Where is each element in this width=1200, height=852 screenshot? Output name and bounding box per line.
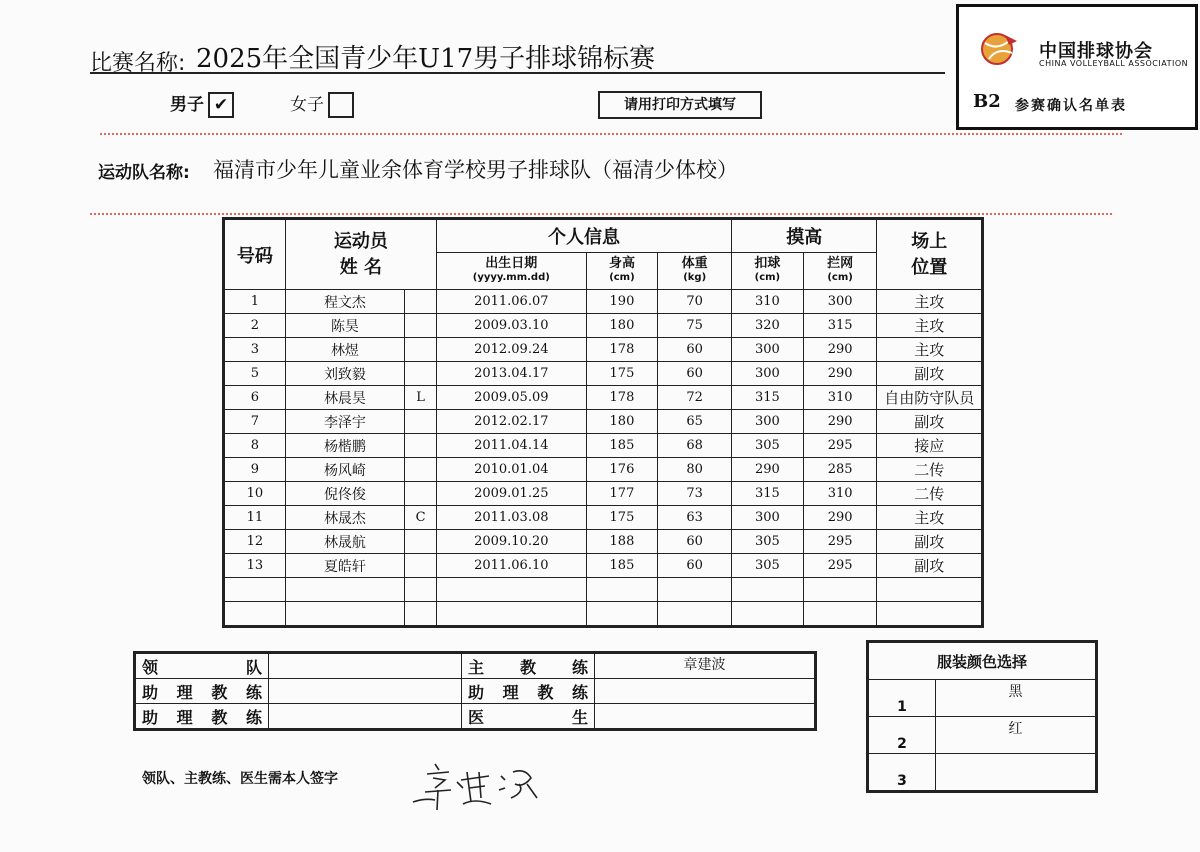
player-name: 林煜 — [285, 338, 404, 362]
label-char: 主 — [468, 657, 485, 677]
player-mark: L — [405, 386, 437, 410]
player-position: 副攻 — [877, 362, 983, 386]
player-number: 6 — [224, 386, 286, 410]
table-row — [224, 290, 983, 314]
player-birth: 2010.01.04 — [437, 458, 587, 482]
competition-label: 比赛名称: — [90, 51, 186, 76]
header-position — [877, 219, 983, 290]
player-mark-empty[interactable] — [405, 578, 437, 602]
male-label: 男子 — [170, 95, 204, 115]
player-height: 185 — [586, 554, 658, 578]
header-weight-label: 体重 — [681, 256, 708, 271]
player-name-empty[interactable] — [285, 578, 404, 602]
player-block-empty[interactable] — [803, 602, 877, 627]
uniform-number: 2 — [868, 717, 936, 754]
player-block: 290 — [803, 362, 877, 386]
header-position-line2: 位置 — [911, 256, 948, 278]
player-block-empty[interactable] — [803, 578, 877, 602]
male-option[interactable] — [170, 90, 234, 118]
uniform-row — [868, 754, 1097, 792]
player-spike: 300 — [732, 362, 804, 386]
uniform-color-table — [866, 640, 1098, 793]
player-name-empty[interactable] — [285, 602, 404, 627]
player-height: 177 — [586, 482, 658, 506]
org-name-cn: 中国排球协会 — [1039, 41, 1153, 62]
table-row — [224, 314, 983, 338]
player-block: 300 — [803, 290, 877, 314]
competition-name: 2025年全国青少年U17男子排球锦标赛 — [196, 44, 656, 74]
label-char: 教 — [211, 707, 228, 727]
player-spike: 315 — [732, 482, 804, 506]
header-height-label: 身高 — [608, 256, 635, 271]
table-row — [224, 434, 983, 458]
table-row-empty — [224, 602, 983, 627]
header-athlete — [285, 219, 436, 290]
player-mark — [405, 530, 437, 554]
player-weight: 72 — [658, 386, 732, 410]
player-number: 7 — [224, 410, 286, 434]
label-char: 练 — [571, 657, 588, 677]
player-height: 176 — [586, 458, 658, 482]
player-birth: 2009.03.10 — [437, 314, 587, 338]
player-block: 285 — [803, 458, 877, 482]
player-birth: 2012.09.24 — [437, 338, 587, 362]
header-block-label: 拦网 — [827, 256, 854, 271]
player-height: 175 — [586, 506, 658, 530]
table-row — [224, 362, 983, 386]
label-char: 领 — [142, 657, 159, 677]
player-position: 副攻 — [877, 554, 983, 578]
header-height-unit: (cm) — [609, 272, 635, 283]
player-number: 11 — [224, 506, 286, 530]
uniform-number: 1 — [868, 680, 936, 717]
player-block: 295 — [803, 530, 877, 554]
header-spike-label: 扣球 — [754, 256, 781, 271]
player-name: 倪佟俊 — [285, 482, 404, 506]
uniform-title: 服装颜色选择 — [868, 642, 1097, 680]
player-mark: C — [405, 506, 437, 530]
header-reach: 摸高 — [732, 219, 877, 253]
form-code: B2 — [973, 91, 1001, 112]
player-number: 3 — [224, 338, 286, 362]
player-height-empty[interactable] — [586, 602, 658, 627]
dotted-divider — [90, 213, 1112, 215]
table-row — [224, 338, 983, 362]
player-name: 林晟杰 — [285, 506, 404, 530]
player-weight: 75 — [658, 314, 732, 338]
assistant-coach-field[interactable] — [595, 679, 816, 704]
assistant-coach-label — [462, 679, 595, 704]
uniform-color[interactable] — [936, 754, 1097, 792]
header-birth-format: (yyyy.mm.dd) — [472, 272, 550, 283]
player-mark — [405, 410, 437, 434]
label-char: 医 — [468, 707, 485, 727]
player-birth: 2012.02.17 — [437, 410, 587, 434]
player-birth: 2011.06.07 — [437, 290, 587, 314]
player-spike: 305 — [732, 554, 804, 578]
roster-body — [224, 290, 983, 627]
player-spike: 300 — [732, 338, 804, 362]
form-title: 参赛确认名单表 — [1015, 98, 1127, 114]
player-weight: 60 — [658, 554, 732, 578]
player-mark — [405, 458, 437, 482]
player-block: 290 — [803, 410, 877, 434]
table-row — [224, 530, 983, 554]
player-height: 185 — [586, 434, 658, 458]
table-row — [224, 410, 983, 434]
player-position: 副攻 — [877, 530, 983, 554]
assistant-coach-label — [135, 704, 269, 730]
head-coach-label-chars — [468, 655, 588, 678]
player-position: 接应 — [877, 434, 983, 458]
player-weight: 80 — [658, 458, 732, 482]
player-height: 178 — [586, 386, 658, 410]
player-birth: 2011.03.08 — [437, 506, 587, 530]
player-block: 295 — [803, 434, 877, 458]
player-mark-empty[interactable] — [405, 602, 437, 627]
table-row — [224, 458, 983, 482]
label-char: 教 — [211, 682, 228, 702]
player-spike: 305 — [732, 434, 804, 458]
player-height: 178 — [586, 338, 658, 362]
player-mark — [405, 338, 437, 362]
player-spike: 310 — [732, 290, 804, 314]
player-weight: 73 — [658, 482, 732, 506]
player-birth: 2013.04.17 — [437, 362, 587, 386]
header-spike-unit: (cm) — [754, 272, 781, 283]
player-number: 13 — [224, 554, 286, 578]
player-name: 李泽宇 — [285, 410, 404, 434]
label-char: 理 — [176, 707, 193, 727]
player-number: 2 — [224, 314, 286, 338]
player-block: 290 — [803, 506, 877, 530]
player-birth: 2009.01.25 — [437, 482, 587, 506]
header-athlete-line1: 运动员 — [333, 230, 388, 252]
player-weight: 60 — [658, 530, 732, 554]
player-number: 5 — [224, 362, 286, 386]
label-char: 练 — [245, 682, 262, 702]
assistant-coach-field[interactable] — [269, 704, 462, 730]
header-weight-unit: (kg) — [683, 272, 707, 283]
header-personal-info: 个人信息 — [437, 219, 732, 253]
doctor-field[interactable] — [595, 704, 816, 730]
player-weight: 63 — [658, 506, 732, 530]
table-row — [224, 506, 983, 530]
table-row — [224, 554, 983, 578]
player-height: 175 — [586, 362, 658, 386]
player-name: 杨楷鹏 — [285, 434, 404, 458]
player-spike-empty[interactable] — [732, 602, 804, 627]
player-position-empty[interactable] — [877, 578, 983, 602]
player-spike-empty[interactable] — [732, 578, 804, 602]
player-weight: 68 — [658, 434, 732, 458]
table-row — [224, 482, 983, 506]
player-position: 副攻 — [877, 410, 983, 434]
header-position-line1: 场上 — [911, 230, 948, 252]
org-name-en: CHINA VOLLEYBALL ASSOCIATION — [1039, 59, 1189, 68]
header-weight — [658, 253, 732, 290]
player-weight-empty[interactable] — [658, 602, 732, 627]
leader-label — [135, 653, 269, 679]
uniform-color[interactable]: 红 — [936, 717, 1097, 754]
label-char: 助 — [142, 682, 159, 702]
label-char: 练 — [245, 707, 262, 727]
doctor-label — [462, 704, 595, 730]
player-birth-empty[interactable] — [437, 578, 587, 602]
uniform-color[interactable]: 黑 — [936, 680, 1097, 717]
player-position: 主攻 — [877, 314, 983, 338]
player-block: 310 — [803, 482, 877, 506]
player-name: 杨风崎 — [285, 458, 404, 482]
leader-label-chars — [142, 655, 262, 678]
player-height: 190 — [586, 290, 658, 314]
female-checkbox[interactable] — [328, 92, 354, 118]
team-name: 福清市少年儿童业余体育学校男子排球队（福清少体校） — [213, 158, 738, 182]
player-name: 程文杰 — [285, 290, 404, 314]
label-char: 教 — [537, 682, 554, 702]
handwritten-signature — [405, 758, 545, 818]
player-position: 主攻 — [877, 338, 983, 362]
player-weight: 65 — [658, 410, 732, 434]
player-birth-empty[interactable] — [437, 602, 587, 627]
player-spike: 305 — [732, 530, 804, 554]
player-mark — [405, 434, 437, 458]
header-athlete-line2: 姓 名 — [339, 256, 383, 278]
assistant-coach-label-chars — [142, 680, 262, 703]
player-number: 10 — [224, 482, 286, 506]
player-weight: 70 — [658, 290, 732, 314]
player-position: 二传 — [877, 482, 983, 506]
player-block: 295 — [803, 554, 877, 578]
header-birth — [437, 253, 587, 290]
player-block: 315 — [803, 314, 877, 338]
staff-table — [133, 651, 817, 731]
player-weight-empty[interactable] — [658, 578, 732, 602]
table-row-empty — [224, 578, 983, 602]
player-height: 180 — [586, 410, 658, 434]
player-number-empty[interactable] — [224, 578, 286, 602]
header-block — [803, 253, 877, 290]
player-mark — [405, 554, 437, 578]
player-name: 林晨昊 — [285, 386, 404, 410]
player-birth: 2009.05.09 — [437, 386, 587, 410]
uniform-row — [868, 717, 1097, 754]
player-block: 290 — [803, 338, 877, 362]
uniform-number: 3 — [868, 754, 936, 792]
player-birth: 2009.10.20 — [437, 530, 587, 554]
player-name: 陈昊 — [285, 314, 404, 338]
dotted-divider — [100, 133, 1122, 135]
label-char: 理 — [502, 682, 519, 702]
label-char: 生 — [571, 707, 588, 727]
player-height: 188 — [586, 530, 658, 554]
male-checkbox[interactable]: ✔ — [208, 92, 234, 118]
player-number-empty[interactable] — [224, 602, 286, 627]
volleyball-emblem-icon — [979, 31, 1019, 67]
logo-box — [956, 4, 1198, 130]
label-char: 理 — [176, 682, 193, 702]
team-label: 运动队名称: — [98, 163, 190, 183]
player-number: 1 — [224, 290, 286, 314]
player-mark — [405, 362, 437, 386]
player-position-empty[interactable] — [877, 602, 983, 627]
header-birth-label: 出生日期 — [485, 256, 538, 271]
header-block-unit: (cm) — [827, 272, 853, 283]
player-number: 8 — [224, 434, 286, 458]
header-number: 号码 — [224, 219, 286, 290]
player-position: 二传 — [877, 458, 983, 482]
player-mark — [405, 482, 437, 506]
roster-table — [222, 217, 984, 628]
head-coach-label — [462, 653, 595, 679]
header-height — [586, 253, 658, 290]
player-block: 310 — [803, 386, 877, 410]
player-name: 林晟航 — [285, 530, 404, 554]
header-spike — [732, 253, 804, 290]
female-option[interactable] — [290, 90, 354, 118]
doctor-label-chars — [468, 705, 588, 728]
player-mark — [405, 314, 437, 338]
uniform-rows — [868, 680, 1097, 792]
head-coach-name[interactable]: 章建波 — [595, 653, 816, 679]
player-number: 12 — [224, 530, 286, 554]
player-name: 夏皓轩 — [285, 554, 404, 578]
leader-signature-field[interactable] — [269, 653, 462, 679]
signature-note: 领队、主教练、医生需本人签字 — [142, 771, 338, 787]
label-char: 队 — [245, 657, 262, 677]
player-spike: 290 — [732, 458, 804, 482]
player-weight: 60 — [658, 362, 732, 386]
player-spike: 315 — [732, 386, 804, 410]
player-birth: 2011.04.14 — [437, 434, 587, 458]
assistant-coach-label — [135, 679, 269, 704]
player-mark — [405, 290, 437, 314]
player-number: 9 — [224, 458, 286, 482]
player-height: 180 — [586, 314, 658, 338]
player-spike: 320 — [732, 314, 804, 338]
label-char: 练 — [571, 682, 588, 702]
label-char: 教 — [519, 657, 536, 677]
player-weight: 60 — [658, 338, 732, 362]
table-row — [224, 386, 983, 410]
player-spike: 300 — [732, 410, 804, 434]
player-birth: 2011.06.10 — [437, 554, 587, 578]
label-char: 助 — [142, 707, 159, 727]
player-spike: 300 — [732, 506, 804, 530]
assistant-coach-label-chars — [468, 680, 588, 703]
assistant-coach-label-chars — [142, 705, 262, 728]
female-label: 女子 — [290, 95, 324, 115]
player-height-empty[interactable] — [586, 578, 658, 602]
player-name: 刘致毅 — [285, 362, 404, 386]
player-position: 主攻 — [877, 290, 983, 314]
assistant-coach-field[interactable] — [269, 679, 462, 704]
uniform-row — [868, 680, 1097, 717]
player-position: 自由防守队员 — [877, 386, 983, 410]
print-note: 请用打印方式填写 — [598, 91, 762, 119]
player-position: 主攻 — [877, 506, 983, 530]
label-char: 助 — [468, 682, 485, 702]
